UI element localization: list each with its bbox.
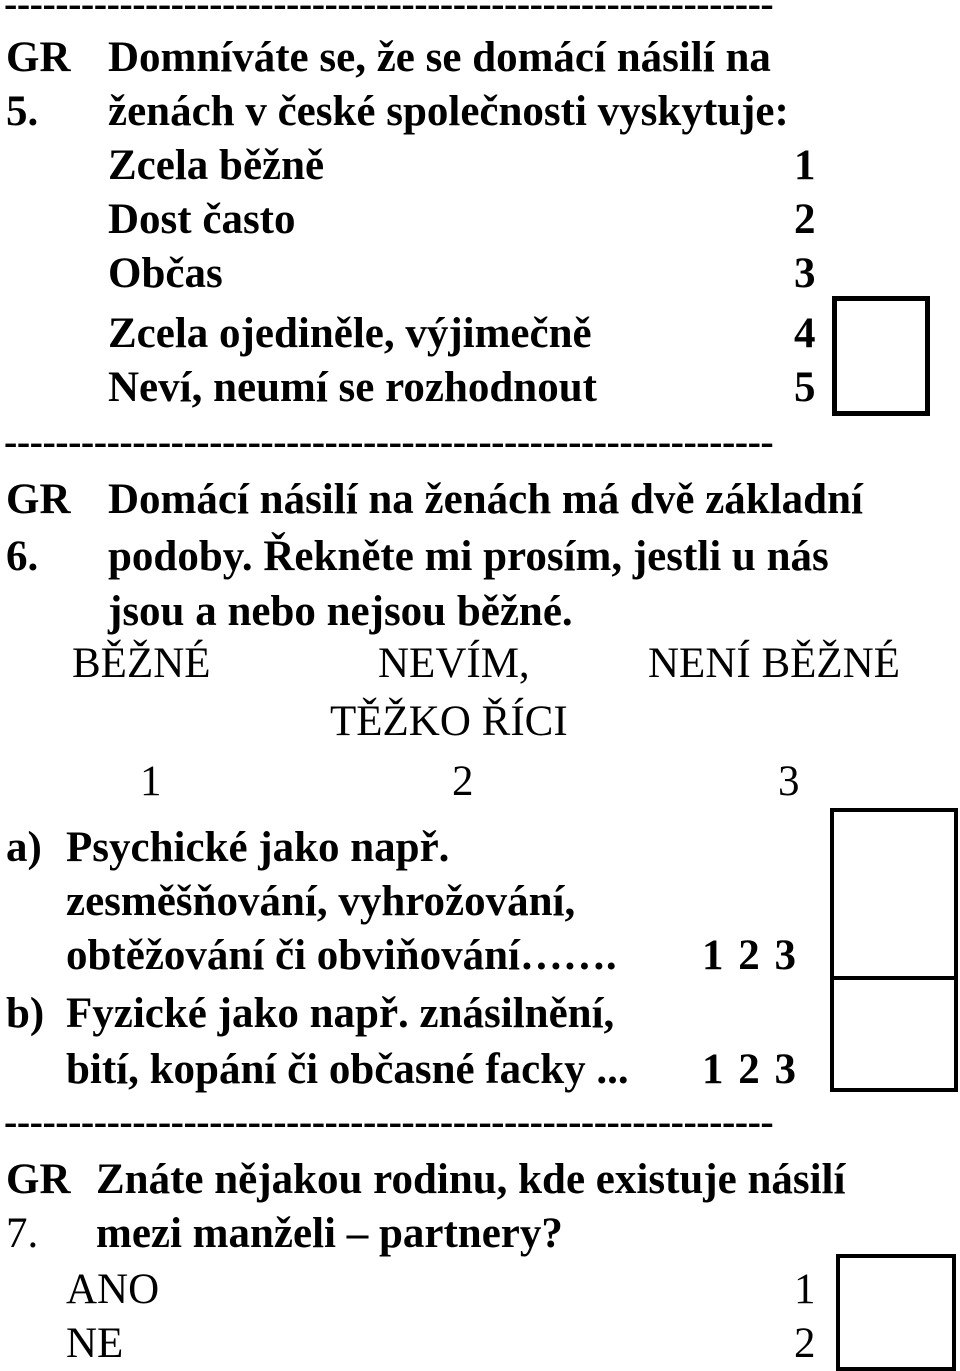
question-text-line: Domácí násilí na ženách má dvě základní	[108, 476, 863, 523]
scale-label-dont-know: NEVÍM,	[378, 640, 530, 687]
top-dashed-divider: ------------------------------------------------------------	[4, 0, 774, 24]
option-code: 3	[794, 250, 816, 297]
option-code: 1	[794, 1266, 816, 1313]
option-label: Zcela běžně	[108, 142, 325, 189]
scale-code: 2	[452, 758, 474, 805]
question-text-line: mezi manželi – partnery?	[96, 1210, 563, 1257]
scale-code: 3	[778, 758, 800, 805]
option-label: Neví, neumí se rozhodnout	[108, 364, 597, 411]
answer-box[interactable]	[836, 1254, 956, 1371]
scale-label-common: BĚŽNÉ	[72, 640, 211, 687]
option-label: Zcela ojediněle, výjimečně	[108, 310, 592, 357]
question-text-line: podoby. Řekněte mi prosím, jestli u nás	[108, 533, 829, 580]
scale-label-hard-to-say: TĚŽKO ŘÍCI	[330, 698, 568, 745]
option-code: 2	[794, 196, 816, 243]
option-label: Dost často	[108, 196, 296, 243]
item-text-line: zesměšňování, vyhrožování,	[66, 878, 576, 925]
option-code: 2	[794, 1320, 816, 1367]
item-codes: 1 2 3	[702, 932, 796, 979]
scale-label-not-common: NENÍ BĚŽNÉ	[648, 640, 900, 687]
answer-box-b[interactable]	[830, 976, 958, 1092]
item-text-line: obtěžování či obviňování…….	[66, 932, 617, 979]
option-code: 5	[794, 364, 816, 411]
section-dashed-divider: ------------------------------------------------------------	[4, 1102, 774, 1142]
scale-code: 1	[140, 758, 162, 805]
question-text-line: ženách v české společnosti vyskytuje:	[108, 88, 789, 135]
answer-box[interactable]	[832, 296, 930, 416]
question-text-line: jsou a nebo nejsou běžné.	[108, 588, 573, 635]
question-text-line: Znáte nějakou rodinu, kde existuje násilí	[96, 1156, 846, 1203]
option-code: 1	[794, 142, 816, 189]
item-letter: b)	[6, 990, 45, 1037]
option-label: ANO	[66, 1266, 160, 1313]
question-code-prefix: GR	[6, 1156, 71, 1203]
question-number: 7.	[6, 1210, 39, 1257]
item-text-line: Fyzické jako např. znásilnění,	[66, 990, 615, 1037]
question-number: 5.	[6, 88, 39, 135]
option-label: Občas	[108, 250, 223, 297]
question-text-line: Domníváte se, že se domácí násilí na	[108, 34, 771, 81]
question-code-prefix: GR	[6, 34, 71, 81]
option-code: 4	[794, 310, 816, 357]
question-code-prefix: GR	[6, 476, 71, 523]
item-codes: 1 2 3	[702, 1046, 796, 1093]
question-number: 6.	[6, 533, 39, 580]
item-text-line: Psychické jako např.	[66, 824, 450, 871]
section-dashed-divider: ------------------------------------------------------------	[4, 422, 774, 462]
item-letter: a)	[6, 824, 42, 871]
item-text-line: bití, kopání či občasné facky ...	[66, 1046, 629, 1093]
answer-box-a[interactable]	[830, 808, 958, 980]
option-label: NE	[66, 1320, 124, 1367]
